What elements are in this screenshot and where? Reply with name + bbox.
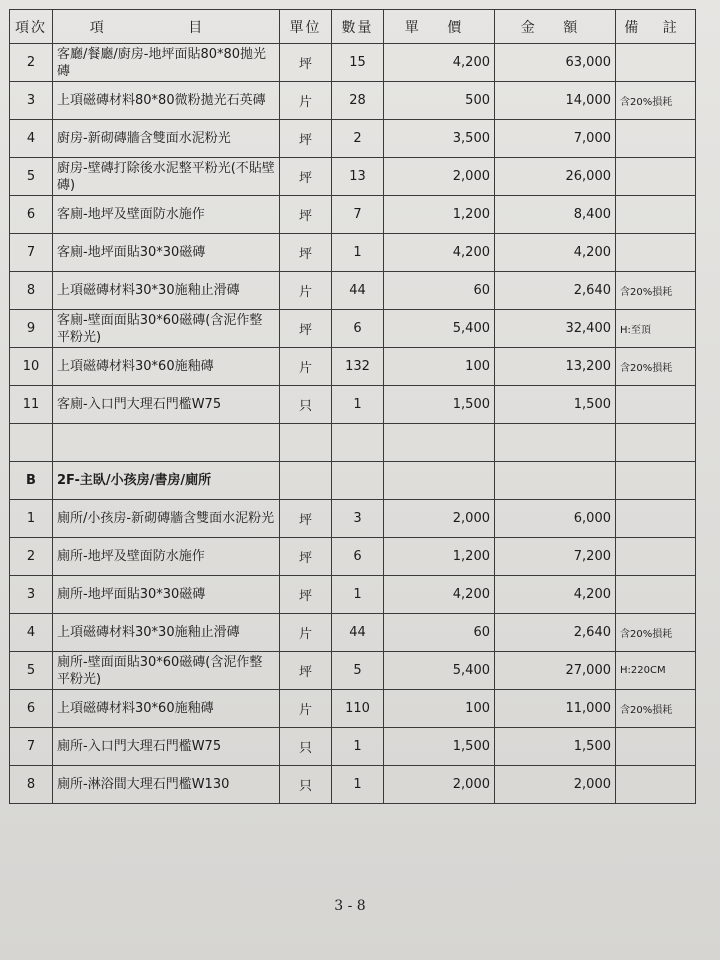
table-row xyxy=(10,500,696,538)
amount-cell: 6,000 xyxy=(495,500,616,538)
item-no-cell: 5 xyxy=(10,158,53,196)
note-cell: H:至頂 xyxy=(616,310,696,348)
item-no-cell: 2 xyxy=(10,538,53,576)
note-cell: 含20%損耗 xyxy=(616,82,696,120)
header-item: 項 目 xyxy=(53,10,280,44)
item-no-cell: 2 xyxy=(10,44,53,82)
table-row xyxy=(10,44,696,82)
amount-cell: 13,200 xyxy=(495,348,616,386)
unit-cell: 片 xyxy=(280,614,332,652)
table-row xyxy=(10,386,696,424)
item-description-cell: 廁所-淋浴間大理石門檻W130 xyxy=(53,766,280,804)
page-number: 3 - 8 xyxy=(334,898,366,914)
note-cell: 含20%損耗 xyxy=(616,272,696,310)
unit-price-cell: 1,500 xyxy=(384,386,495,424)
item-description-cell: 廁所-壁面面貼30*60磁磚(含泥作整平粉光) xyxy=(53,652,280,690)
table-row xyxy=(10,348,696,386)
item-no-cell: 5 xyxy=(10,652,53,690)
quantity-cell: 6 xyxy=(332,538,384,576)
note-cell: 含20%損耗 xyxy=(616,690,696,728)
amount-cell: 7,000 xyxy=(495,120,616,158)
unit-cell: 坪 xyxy=(280,310,332,348)
table-row xyxy=(10,120,696,158)
note-cell xyxy=(616,766,696,804)
unit-cell: 坪 xyxy=(280,538,332,576)
unit-cell: 片 xyxy=(280,690,332,728)
amount-cell: 8,400 xyxy=(495,196,616,234)
note-cell xyxy=(616,500,696,538)
item-description-cell: 廚房-壁磚打除後水泥整平粉光(不貼壁磚) xyxy=(53,158,280,196)
unit-price-cell: 1,200 xyxy=(384,538,495,576)
item-description-cell: 客廁-地坪及壁面防水施作 xyxy=(53,196,280,234)
quantity-cell: 1 xyxy=(332,234,384,272)
table-row xyxy=(10,576,696,614)
quantity-cell: 13 xyxy=(332,158,384,196)
table-row xyxy=(10,614,696,652)
header-unit: 單位 xyxy=(280,10,332,44)
header-qty: 數量 xyxy=(332,10,384,44)
item-no-cell: 3 xyxy=(10,576,53,614)
amount-cell: 14,000 xyxy=(495,82,616,120)
note-cell xyxy=(616,196,696,234)
note-cell: 含20%損耗 xyxy=(616,348,696,386)
table-row xyxy=(10,196,696,234)
unit-price-cell: 100 xyxy=(384,690,495,728)
unit-price-cell: 100 xyxy=(384,348,495,386)
amount-cell: 4,200 xyxy=(495,234,616,272)
item-no-cell: 3 xyxy=(10,82,53,120)
section-b-header-row xyxy=(10,462,696,500)
unit-price-cell: 500 xyxy=(384,82,495,120)
item-description-cell: 廁所-地坪面貼30*30磁磚 xyxy=(53,576,280,614)
item-description-cell: 廁所/小孩房-新砌磚牆含雙面水泥粉光 xyxy=(53,500,280,538)
table-row xyxy=(10,158,696,196)
item-no-cell: 8 xyxy=(10,766,53,804)
note-cell xyxy=(616,44,696,82)
section-b-title: 2F-主臥/小孩房/書房/廁所 xyxy=(53,462,280,500)
item-description-cell: 上項磁磚材料30*60施釉磚 xyxy=(53,690,280,728)
table-row xyxy=(10,234,696,272)
unit-cell: 只 xyxy=(280,386,332,424)
item-description-cell: 客廁-入口門大理石門檻W75 xyxy=(53,386,280,424)
table-row xyxy=(10,82,696,120)
item-no-cell: 4 xyxy=(10,614,53,652)
header-item-no: 項次 xyxy=(10,10,53,44)
amount-cell: 2,640 xyxy=(495,272,616,310)
quantity-cell: 44 xyxy=(332,272,384,310)
unit-cell: 只 xyxy=(280,728,332,766)
unit-price-cell: 2,000 xyxy=(384,158,495,196)
section-b-no: B xyxy=(10,462,53,500)
item-no-cell: 10 xyxy=(10,348,53,386)
quantity-cell: 3 xyxy=(332,500,384,538)
amount-cell: 2,000 xyxy=(495,766,616,804)
unit-price-cell: 1,200 xyxy=(384,196,495,234)
item-no-cell: 7 xyxy=(10,728,53,766)
header-note: 備 註 xyxy=(616,10,696,44)
note-cell xyxy=(616,576,696,614)
quantity-cell: 15 xyxy=(332,44,384,82)
unit-price-cell: 2,000 xyxy=(384,766,495,804)
item-no-cell: 7 xyxy=(10,234,53,272)
amount-cell: 32,400 xyxy=(495,310,616,348)
item-description-cell: 上項磁磚材料30*30施釉止滑磚 xyxy=(53,614,280,652)
unit-cell: 片 xyxy=(280,82,332,120)
item-description-cell: 客廳/餐廳/廚房-地坪面貼80*80拋光磚 xyxy=(53,44,280,82)
note-cell xyxy=(616,234,696,272)
note-cell: 含20%損耗 xyxy=(616,614,696,652)
item-description-cell: 上項磁磚材料30*30施釉止滑磚 xyxy=(53,272,280,310)
unit-price-cell: 60 xyxy=(384,614,495,652)
table-row xyxy=(10,310,696,348)
unit-price-cell: 4,200 xyxy=(384,576,495,614)
quantity-cell: 28 xyxy=(332,82,384,120)
section-b-rows xyxy=(10,500,696,804)
amount-cell: 11,000 xyxy=(495,690,616,728)
item-no-cell: 11 xyxy=(10,386,53,424)
quantity-cell: 1 xyxy=(332,576,384,614)
quantity-cell: 110 xyxy=(332,690,384,728)
unit-cell: 坪 xyxy=(280,44,332,82)
unit-cell: 坪 xyxy=(280,196,332,234)
note-cell xyxy=(616,158,696,196)
item-no-cell: 8 xyxy=(10,272,53,310)
unit-price-cell: 2,000 xyxy=(384,500,495,538)
note-cell xyxy=(616,728,696,766)
table-row xyxy=(10,538,696,576)
unit-price-cell: 5,400 xyxy=(384,652,495,690)
unit-cell: 坪 xyxy=(280,576,332,614)
table-row xyxy=(10,652,696,690)
unit-cell: 坪 xyxy=(280,234,332,272)
amount-cell: 27,000 xyxy=(495,652,616,690)
amount-cell: 1,500 xyxy=(495,728,616,766)
item-description-cell: 上項磁磚材料30*60施釉磚 xyxy=(53,348,280,386)
amount-cell: 1,500 xyxy=(495,386,616,424)
item-description-cell: 廁所-入口門大理石門檻W75 xyxy=(53,728,280,766)
table-row xyxy=(10,766,696,804)
unit-price-cell: 4,200 xyxy=(384,44,495,82)
item-description-cell: 廁所-地坪及壁面防水施作 xyxy=(53,538,280,576)
header-amount: 金 額 xyxy=(495,10,616,44)
unit-cell: 坪 xyxy=(280,652,332,690)
item-no-cell: 6 xyxy=(10,690,53,728)
unit-cell: 片 xyxy=(280,272,332,310)
section-a-rows xyxy=(10,44,696,424)
item-description-cell: 客廁-地坪面貼30*30磁磚 xyxy=(53,234,280,272)
note-cell xyxy=(616,386,696,424)
item-no-cell: 9 xyxy=(10,310,53,348)
note-cell xyxy=(616,538,696,576)
quantity-cell: 1 xyxy=(332,386,384,424)
header-unit-price: 單 價 xyxy=(384,10,495,44)
table-row xyxy=(10,272,696,310)
unit-price-cell: 4,200 xyxy=(384,234,495,272)
section-b xyxy=(10,424,696,500)
quantity-cell: 5 xyxy=(332,652,384,690)
quantity-cell: 6 xyxy=(332,310,384,348)
quantity-cell: 2 xyxy=(332,120,384,158)
table-row xyxy=(10,690,696,728)
quantity-cell: 132 xyxy=(332,348,384,386)
unit-cell: 坪 xyxy=(280,158,332,196)
unit-price-cell: 3,500 xyxy=(384,120,495,158)
unit-cell: 坪 xyxy=(280,120,332,158)
note-cell xyxy=(616,120,696,158)
amount-cell: 2,640 xyxy=(495,614,616,652)
unit-price-cell: 60 xyxy=(384,272,495,310)
amount-cell: 7,200 xyxy=(495,538,616,576)
empty-row xyxy=(10,424,696,462)
unit-price-cell: 5,400 xyxy=(384,310,495,348)
quantity-cell: 1 xyxy=(332,728,384,766)
unit-price-cell: 1,500 xyxy=(384,728,495,766)
note-cell: H:220CM xyxy=(616,652,696,690)
item-no-cell: 1 xyxy=(10,500,53,538)
unit-cell: 只 xyxy=(280,766,332,804)
amount-cell: 26,000 xyxy=(495,158,616,196)
quantity-cell: 1 xyxy=(332,766,384,804)
item-description-cell: 客廁-壁面面貼30*60磁磚(含泥作整平粉光) xyxy=(53,310,280,348)
amount-cell: 63,000 xyxy=(495,44,616,82)
item-no-cell: 6 xyxy=(10,196,53,234)
amount-cell: 4,200 xyxy=(495,576,616,614)
table-header-row xyxy=(10,10,696,44)
unit-cell: 片 xyxy=(280,348,332,386)
unit-cell: 坪 xyxy=(280,500,332,538)
table-row xyxy=(10,728,696,766)
item-no-cell: 4 xyxy=(10,120,53,158)
item-description-cell: 上項磁磚材料80*80微粉拋光石英磚 xyxy=(53,82,280,120)
quotation-table xyxy=(9,9,696,804)
item-description-cell: 廚房-新砌磚牆含雙面水泥粉光 xyxy=(53,120,280,158)
quantity-cell: 44 xyxy=(332,614,384,652)
quantity-cell: 7 xyxy=(332,196,384,234)
